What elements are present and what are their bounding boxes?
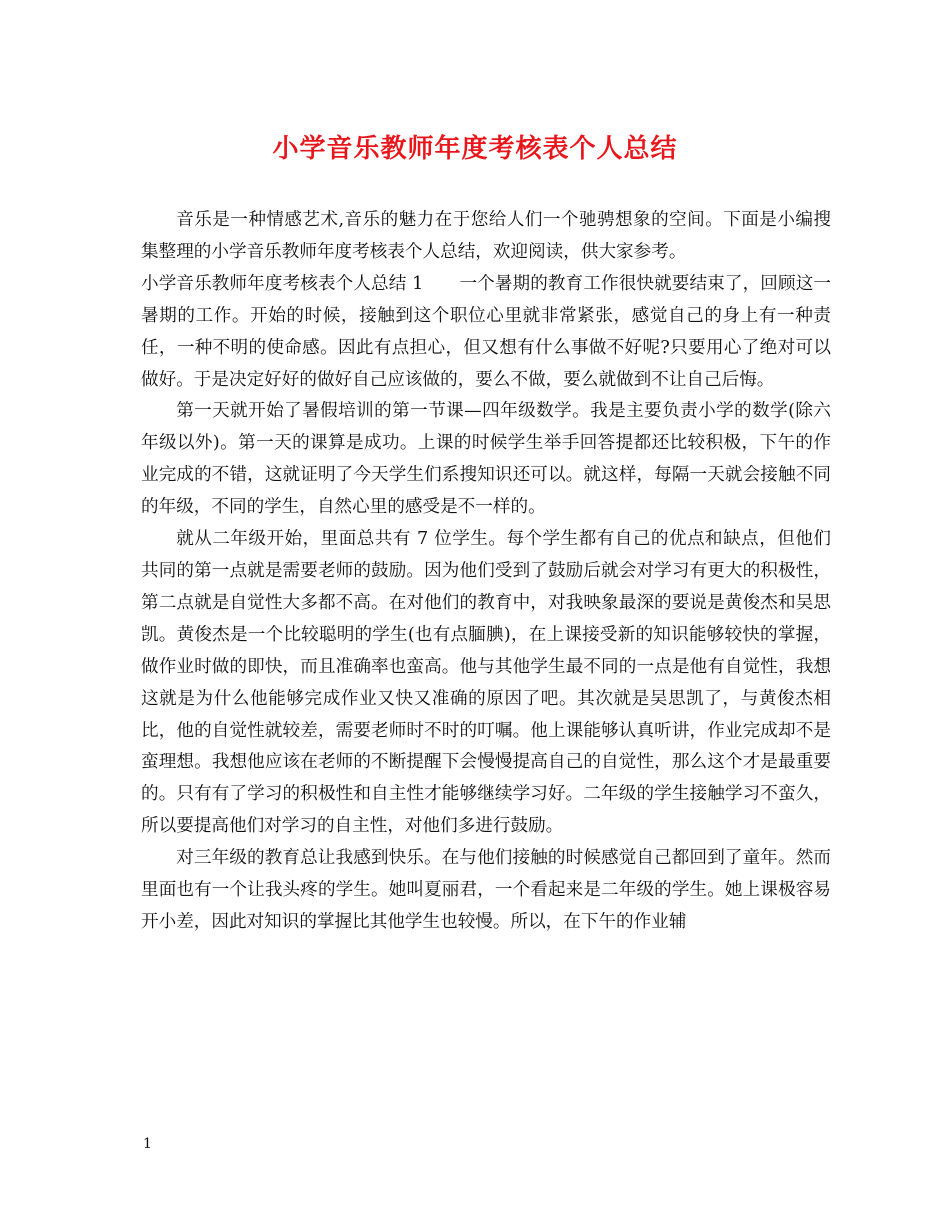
body-paragraph: 对三年级的教育总让我感到快乐。在与他们接触的时候感觉自己都回到了童年。然而里面也有一个让我头疼的学生。她叫夏丽君，一个看起来是二年级的学生。她上课极容易开小差，因此对知识的掌握比其他学生也较慢。所以，在下午的作业辅 <box>141 848 831 932</box>
body-paragraph: 第一天就开始了暑假培训的第一节课—四年级数学。我是主要负责小学的数学(除六年级以外)。第一天的课算是成功。上课的时候学生举手回答提都还比较积极，下午的作业完成的不错，这就证明了今天学生们系搜知识还可以。就这样，每隔一天就会接触不同的年级，不同的学生，自然心里的感受是不一样的。 <box>141 401 831 518</box>
section-heading: 小学音乐教师年度考核表个人总结 1 <box>141 273 424 294</box>
document-body <box>141 205 831 939</box>
section-paragraph <box>141 269 831 397</box>
body-paragraph: 就从二年级开始，里面总共有 7 位学生。每个学生都有自己的优点和缺点，但他们共同的第一点就是需要老师的鼓励。因为他们受到了鼓励后就会对学习有更大的积极性，第二点就是自觉性大多都不高。在对他们的教育中，对我映象最深的要说是黄俊杰和吴思凯。黄俊杰是一个比较聪明的学生(也有点腼腆)，在上课接受新的知识能够较快的掌握，做作业时做的即快，而且准确率也蛮高。他与其他学生最不同的一点是他有自觉性，我想这就是为什么他能够完成作业又快又准确的原因了吧。其次就是吴思凯了，与黄俊杰相比，他的自觉性就较差，需要老师时不时的叮嘱。他上课能够认真听讲，作业完成却不是蛮理想。我想他应该在老师的不断提醒下会慢慢提高自己的自觉性，那么这个才是最重要的。只有有了学习的积极性和自主性才能够继续学习好。二年级的学生接触学习不蛮久，所以要提高他们对学习的自主性，对他们多进行鼓励。 <box>141 529 831 837</box>
section-first-paragraph: 一个暑期的教育工作很快就要结束了，回顾这一暑期的工作。开始的时候，接触到这个职位心里就非常紧张，感觉自己的身上有一种责任，一种不明的使命感。因此有点担心，但又想有什么事做不好呢?只要用心了绝对可以做好。于是决定好好的做好自己应该做的，要么不做，要么就做到不让自己后悔。 <box>141 273 831 390</box>
document-title: 小学音乐教师年度考核表个人总结 <box>272 134 678 164</box>
intro-paragraph: 音乐是一种情感艺术,音乐的魅力在于您给人们一个驰骋想象的空间。下面是小编搜集整理的小学音乐教师年度考核表个人总结，欢迎阅读，供大家参考。 <box>141 210 831 262</box>
page-number: 1 <box>143 1136 152 1152</box>
